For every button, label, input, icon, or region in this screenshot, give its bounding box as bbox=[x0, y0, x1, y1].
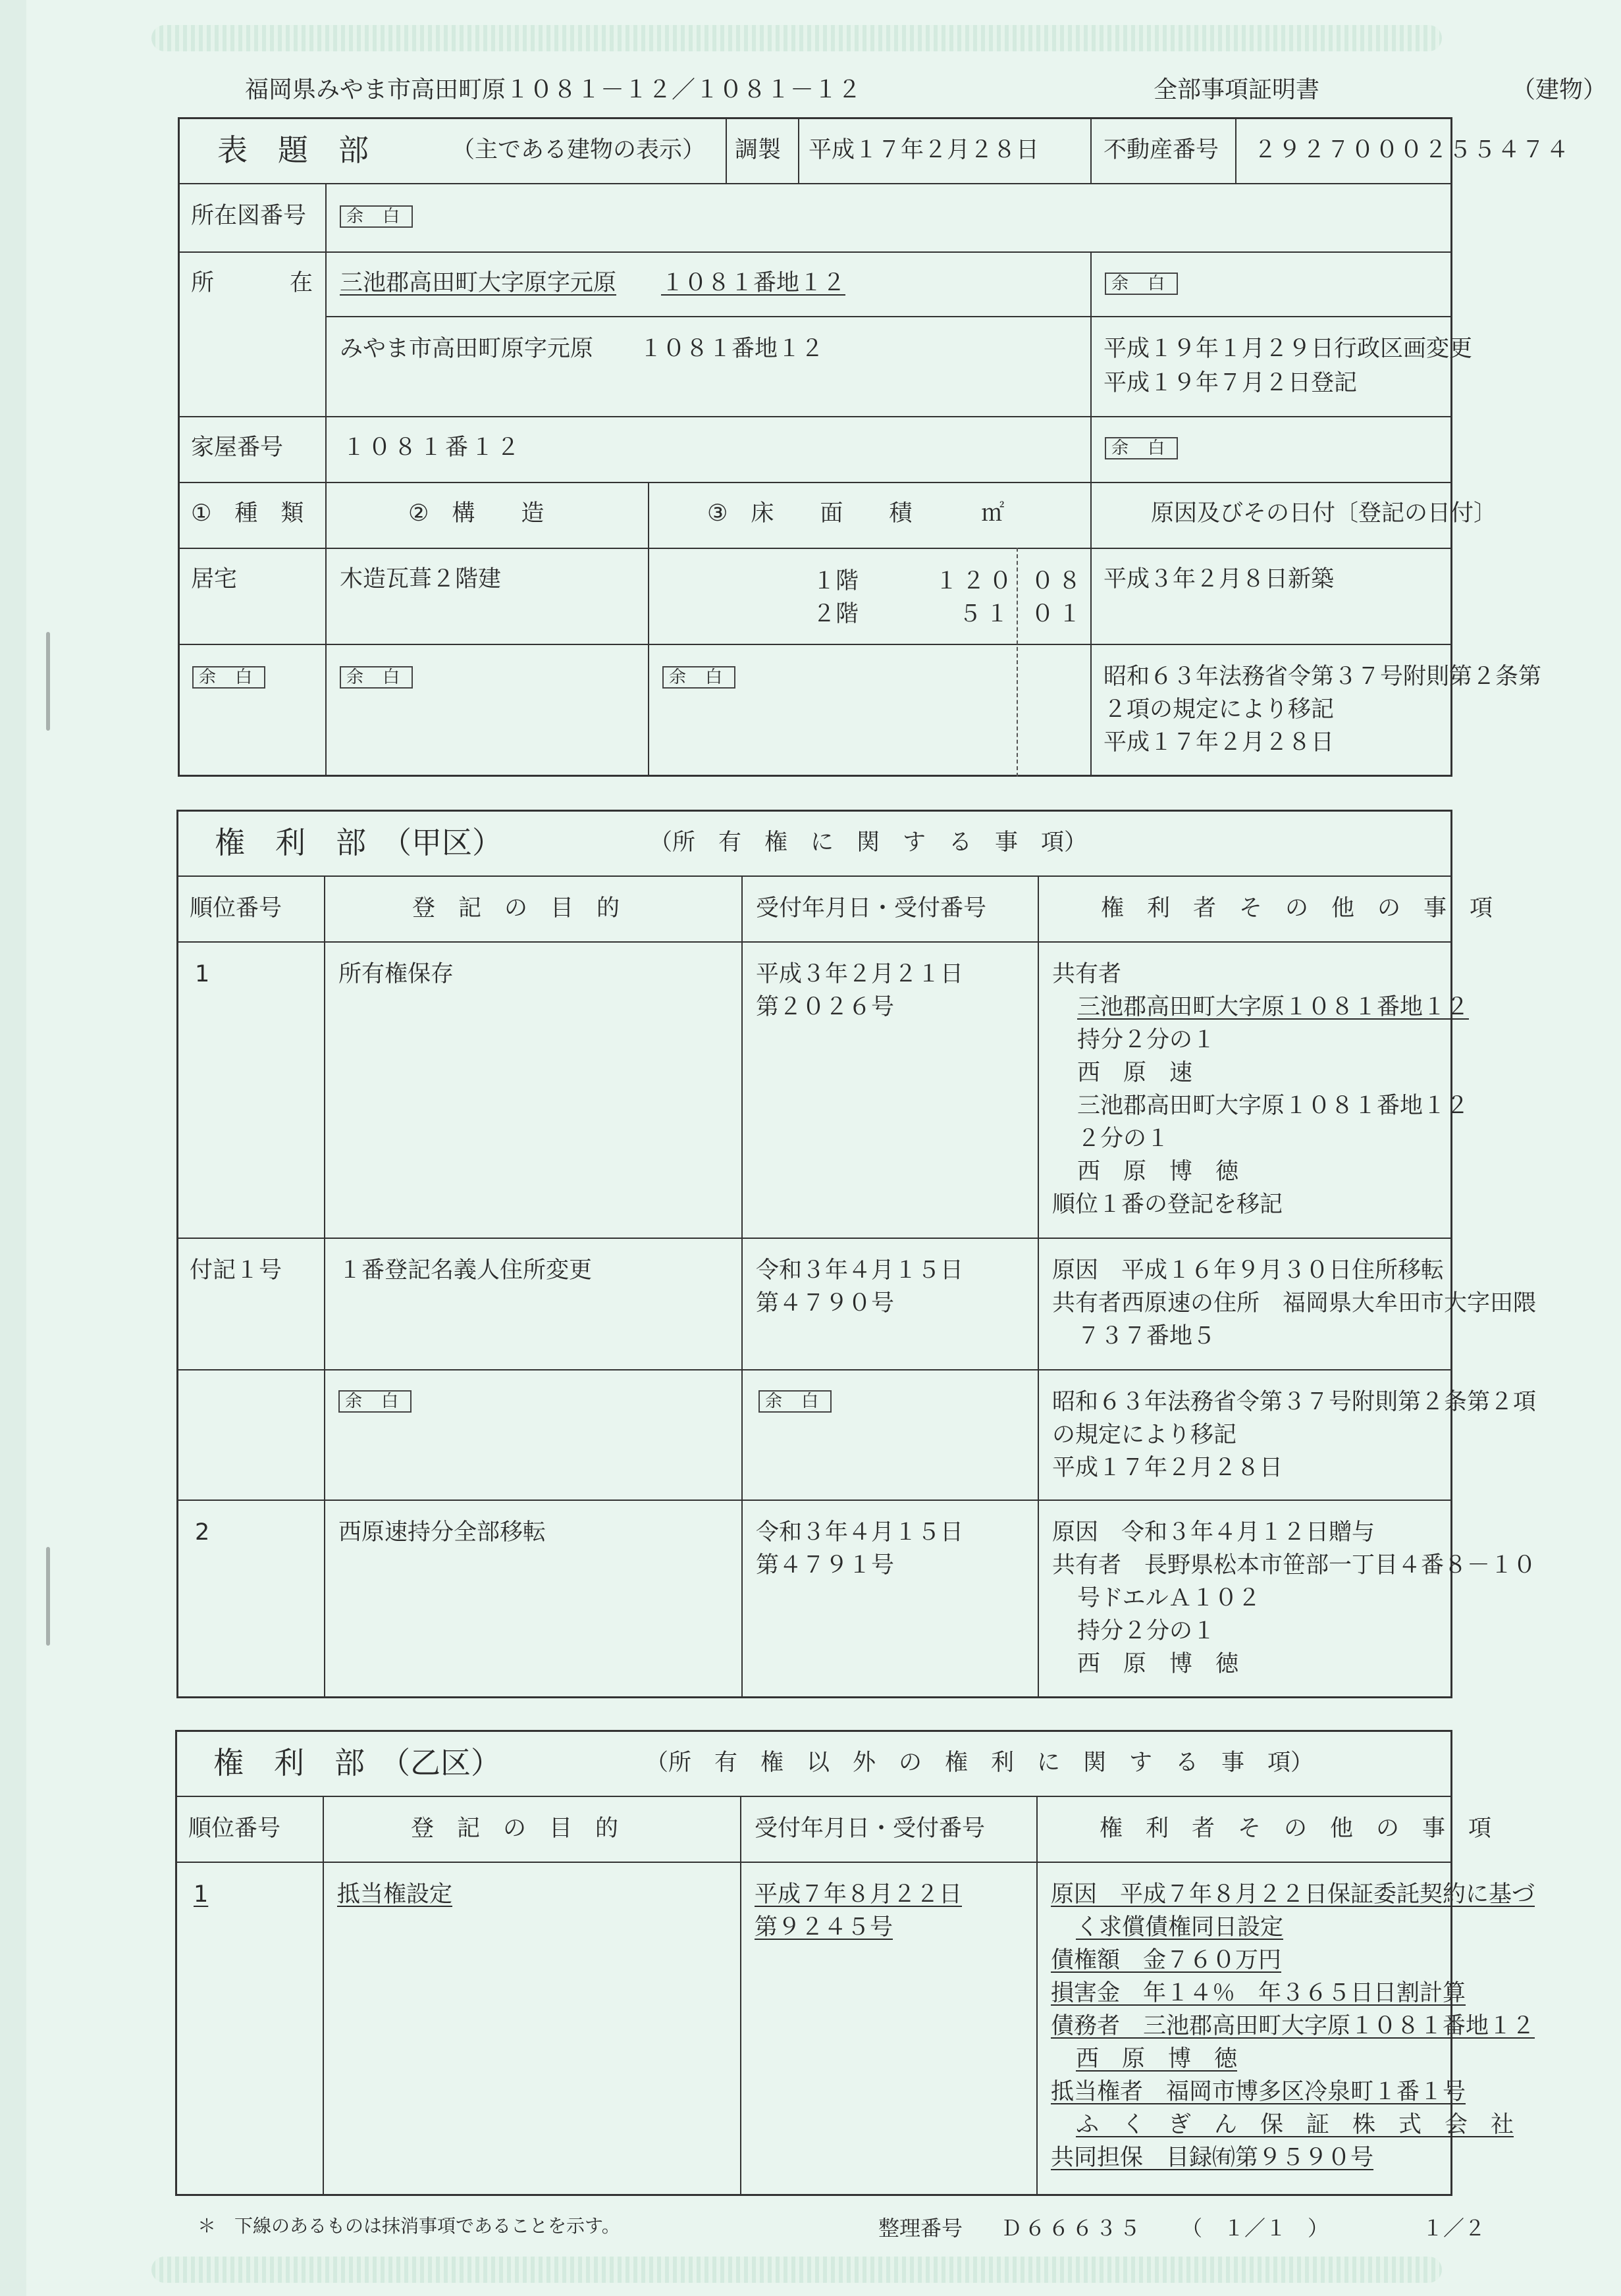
otsuku-e1-mokuteki: 抵当権設定 bbox=[337, 1881, 453, 1908]
kouku-e1-line: 三池郡高田町大字原１０８１番地１２ bbox=[1077, 1093, 1470, 1119]
col-yuka: ③ 床 面 積 ㎡ bbox=[707, 500, 1005, 527]
kouku-e4-line: 号ドエルＡ１０２ bbox=[1077, 1585, 1261, 1611]
otsuku-e1-line: 西 原 博 徳 bbox=[1076, 2046, 1238, 2072]
page-number: １／２ bbox=[1422, 2216, 1486, 2241]
kouku-e2-line: 共有者西原速の住所 福岡県大牟田市大字田隈 bbox=[1052, 1290, 1537, 1317]
otsuku-e1-line: ふ く ぎ ん 保 証 株 式 会 社 bbox=[1076, 2112, 1514, 2138]
otsuku-e1-line: 債務者 三池郡高田町大字原１０８１番地１２ bbox=[1051, 2013, 1535, 2039]
fudosan-number: ２９２７０００２５５４７４ bbox=[1254, 137, 1571, 163]
iko-note-2: ２項の規定により移記 bbox=[1103, 696, 1335, 723]
otsuku-title: 権 利 部 （乙区） bbox=[213, 1745, 501, 1781]
kouku-subtitle: （所 有 権 に 関 す る 事 項） bbox=[649, 829, 1088, 856]
kouku-e4-line: 持分２分の１ bbox=[1077, 1618, 1216, 1644]
kouku-e1-number: 第２０２６号 bbox=[756, 994, 895, 1020]
kouku-e3-line: 昭和６３年法務省令第３７号附則第２条第２項 bbox=[1052, 1389, 1537, 1415]
kouku-e1-line: 持分２分の１ bbox=[1077, 1027, 1216, 1053]
otsuku-e1-junni: 1 bbox=[194, 1881, 209, 1908]
bottom-guilloche-band bbox=[151, 2257, 1442, 2283]
col-uketsuke: 受付年月日・受付番号 bbox=[756, 895, 987, 922]
kouku-e2-number: 第４７９０号 bbox=[756, 1290, 895, 1317]
shurui-value: 居宅 bbox=[191, 566, 238, 592]
kouku-e4-line: 共有者 長野県松本市笹部一丁目４番８－１０ bbox=[1052, 1552, 1537, 1578]
yohaku-stamp: 余 白 bbox=[192, 666, 265, 689]
otsuku-e1-line: 共同担保 目録㈲第９５９０号 bbox=[1051, 2145, 1374, 2171]
col-kenrisha: 権 利 者 そ の 他 の 事 項 bbox=[1100, 1815, 1492, 1842]
floor1-label: １階 bbox=[812, 568, 859, 594]
seiri-number: Ｄ６６６３５ bbox=[1001, 2216, 1144, 2241]
col-mokuteki: 登 記 の 目 的 bbox=[411, 1815, 619, 1842]
footnote: ＊ 下線のあるものは抹消事項であることを示す。 bbox=[198, 2215, 620, 2237]
otsuku-e1-line: 原因 平成７年８月２２日保証委託契約に基づ bbox=[1051, 1881, 1535, 1908]
kouku-e1-junni: 1 bbox=[195, 961, 210, 987]
yohaku-stamp: 余 白 bbox=[338, 1390, 412, 1413]
kouku-e1-line: ２分の１ bbox=[1077, 1126, 1170, 1152]
top-guilloche-band bbox=[151, 25, 1442, 51]
yohaku-stamp: 余 白 bbox=[340, 666, 413, 689]
shozai-registration-note: 平成１９年７月２日登記 bbox=[1103, 370, 1358, 396]
kozo-value: 木造瓦葺２階建 bbox=[340, 566, 502, 592]
kouku-e2-mokuteki: １番登記名義人住所変更 bbox=[338, 1257, 593, 1284]
genin-value: 平成３年２月８日新築 bbox=[1103, 566, 1335, 592]
kouku-e1-line: 三池郡高田町大字原１０８１番地１２ bbox=[1077, 994, 1470, 1020]
otsuku-e1-line: 抵当権者 福岡市博多区冷泉町１番１号 bbox=[1051, 2079, 1466, 2105]
kaoku-number: １０８１番１２ bbox=[342, 434, 523, 461]
shozai-old-number: １０８１番地１２ bbox=[661, 270, 846, 296]
kouku-e1-line: 西 原 博 徳 bbox=[1077, 1159, 1239, 1185]
kouku-title: 権 利 部 （甲区） bbox=[215, 825, 502, 860]
kouku-e4-line: 西 原 博 徳 bbox=[1077, 1651, 1239, 1677]
otsuku-subtitle: （所 有 権 以 外 の 権 利 に 関 す る 事 項） bbox=[645, 1750, 1314, 1776]
col-mokuteki: 登 記 の 目 的 bbox=[412, 895, 620, 922]
kouku-e1-line: 共有者 bbox=[1052, 961, 1122, 987]
staple-mark-lower bbox=[46, 1547, 50, 1646]
kouku-e4-number: 第４７９１号 bbox=[756, 1552, 895, 1578]
property-address: 福岡県みやま市高田町原１０８１－１２／１０８１－１２ bbox=[245, 76, 862, 103]
otsuku-e1-number: 第９２４５号 bbox=[755, 1914, 893, 1941]
otsuku-e1-line: く求償債権同日設定 bbox=[1076, 1914, 1284, 1941]
floor1-area-int: １２０ bbox=[935, 568, 1017, 594]
shozai-old: 三池郡高田町大字原字元原 bbox=[340, 270, 617, 296]
floor2-area-dec: ０１ bbox=[1031, 601, 1086, 627]
shozai-label-1: 所 bbox=[191, 270, 215, 296]
paper-edge bbox=[0, 0, 26, 2296]
otsuku-e1-line: 債権額 金７６０万円 bbox=[1051, 1947, 1282, 1973]
property-category: （建物） bbox=[1512, 76, 1607, 103]
col-junni: 順位番号 bbox=[188, 1815, 281, 1842]
shozai-label-2: 在 bbox=[290, 270, 313, 296]
hyodai-subtitle: （主である建物の表示） bbox=[452, 137, 706, 163]
kouku-e2-date: 令和３年４月１５日 bbox=[756, 1257, 964, 1284]
kouku-e1-line: 順位１番の登記を移記 bbox=[1052, 1191, 1283, 1218]
kouku-e3-line: 平成１７年２月２８日 bbox=[1052, 1455, 1283, 1481]
chosei-label: 調製 bbox=[735, 137, 782, 163]
col-shurui: ① 種 類 bbox=[191, 500, 304, 527]
kouku-e2-line: ７３７番地５ bbox=[1077, 1323, 1216, 1349]
kouku-e4-date: 令和３年４月１５日 bbox=[756, 1519, 964, 1546]
kouku-e1-mokuteki: 所有権保存 bbox=[338, 961, 454, 987]
yohaku-stamp: 余 白 bbox=[1105, 273, 1178, 295]
yohaku-stamp: 余 白 bbox=[662, 666, 735, 689]
fudosan-label: 不動産番号 bbox=[1103, 137, 1219, 163]
shozai-change-note: 平成１９年１月２９日行政区画変更 bbox=[1103, 336, 1473, 362]
hyodai-title: 表 題 部 bbox=[217, 132, 369, 168]
seiri-label: 整理番号 bbox=[878, 2216, 963, 2241]
iko-note-1: 昭和６３年法務省令第３７号附則第２条第 bbox=[1103, 664, 1542, 690]
kouku-e1-date: 平成３年２月２１日 bbox=[756, 961, 964, 987]
yohaku-stamp: 余 白 bbox=[340, 205, 413, 228]
kouku-e4-mokuteki: 西原速持分全部移転 bbox=[338, 1519, 546, 1546]
kouku-e3-line: の規定により移記 bbox=[1052, 1422, 1237, 1448]
col-kozo: ② 構 造 bbox=[408, 500, 545, 527]
kouku-e1-line: 西 原 速 bbox=[1077, 1060, 1193, 1086]
zumen-label: 所在図番号 bbox=[191, 203, 307, 229]
col-kenrisha: 権 利 者 そ の 他 の 事 項 bbox=[1101, 895, 1493, 922]
seiri-page: （ １／１ ） bbox=[1181, 2216, 1329, 2241]
kouku-e4-junni: 2 bbox=[195, 1519, 210, 1546]
kouku-e4-line: 原因 令和３年４月１２日贈与 bbox=[1052, 1519, 1375, 1546]
floor2-label: ２階 bbox=[812, 601, 859, 627]
document-type: 全部事項証明書 bbox=[1154, 76, 1320, 103]
otsuku-e1-date: 平成７年８月２２日 bbox=[755, 1881, 963, 1908]
yohaku-stamp: 余 白 bbox=[1105, 437, 1178, 459]
chosei-date: 平成１７年２月２８日 bbox=[809, 137, 1040, 163]
shozai-new: みやま市高田町原字元原 １０８１番地１２ bbox=[340, 336, 824, 362]
col-junni: 順位番号 bbox=[190, 895, 282, 922]
floor2-area-int: ５１ bbox=[959, 601, 1013, 627]
otsuku-e1-line: 損害金 年１４％ 年３６５日日割計算 bbox=[1051, 1980, 1466, 2006]
staple-mark-upper bbox=[46, 632, 50, 731]
floor1-area-dec: ０８ bbox=[1031, 568, 1086, 594]
kouku-e2-junni: 付記１号 bbox=[190, 1257, 282, 1284]
kaoku-label: 家屋番号 bbox=[191, 434, 284, 461]
yohaku-stamp: 余 白 bbox=[758, 1390, 832, 1413]
col-uketsuke: 受付年月日・受付番号 bbox=[755, 1815, 986, 1842]
kouku-e2-line: 原因 平成１６年９月３０日住所移転 bbox=[1052, 1257, 1445, 1284]
col-genin: 原因及びその日付〔登記の日付〕 bbox=[1151, 500, 1497, 527]
iko-note-3: 平成１７年２月２８日 bbox=[1103, 729, 1335, 756]
